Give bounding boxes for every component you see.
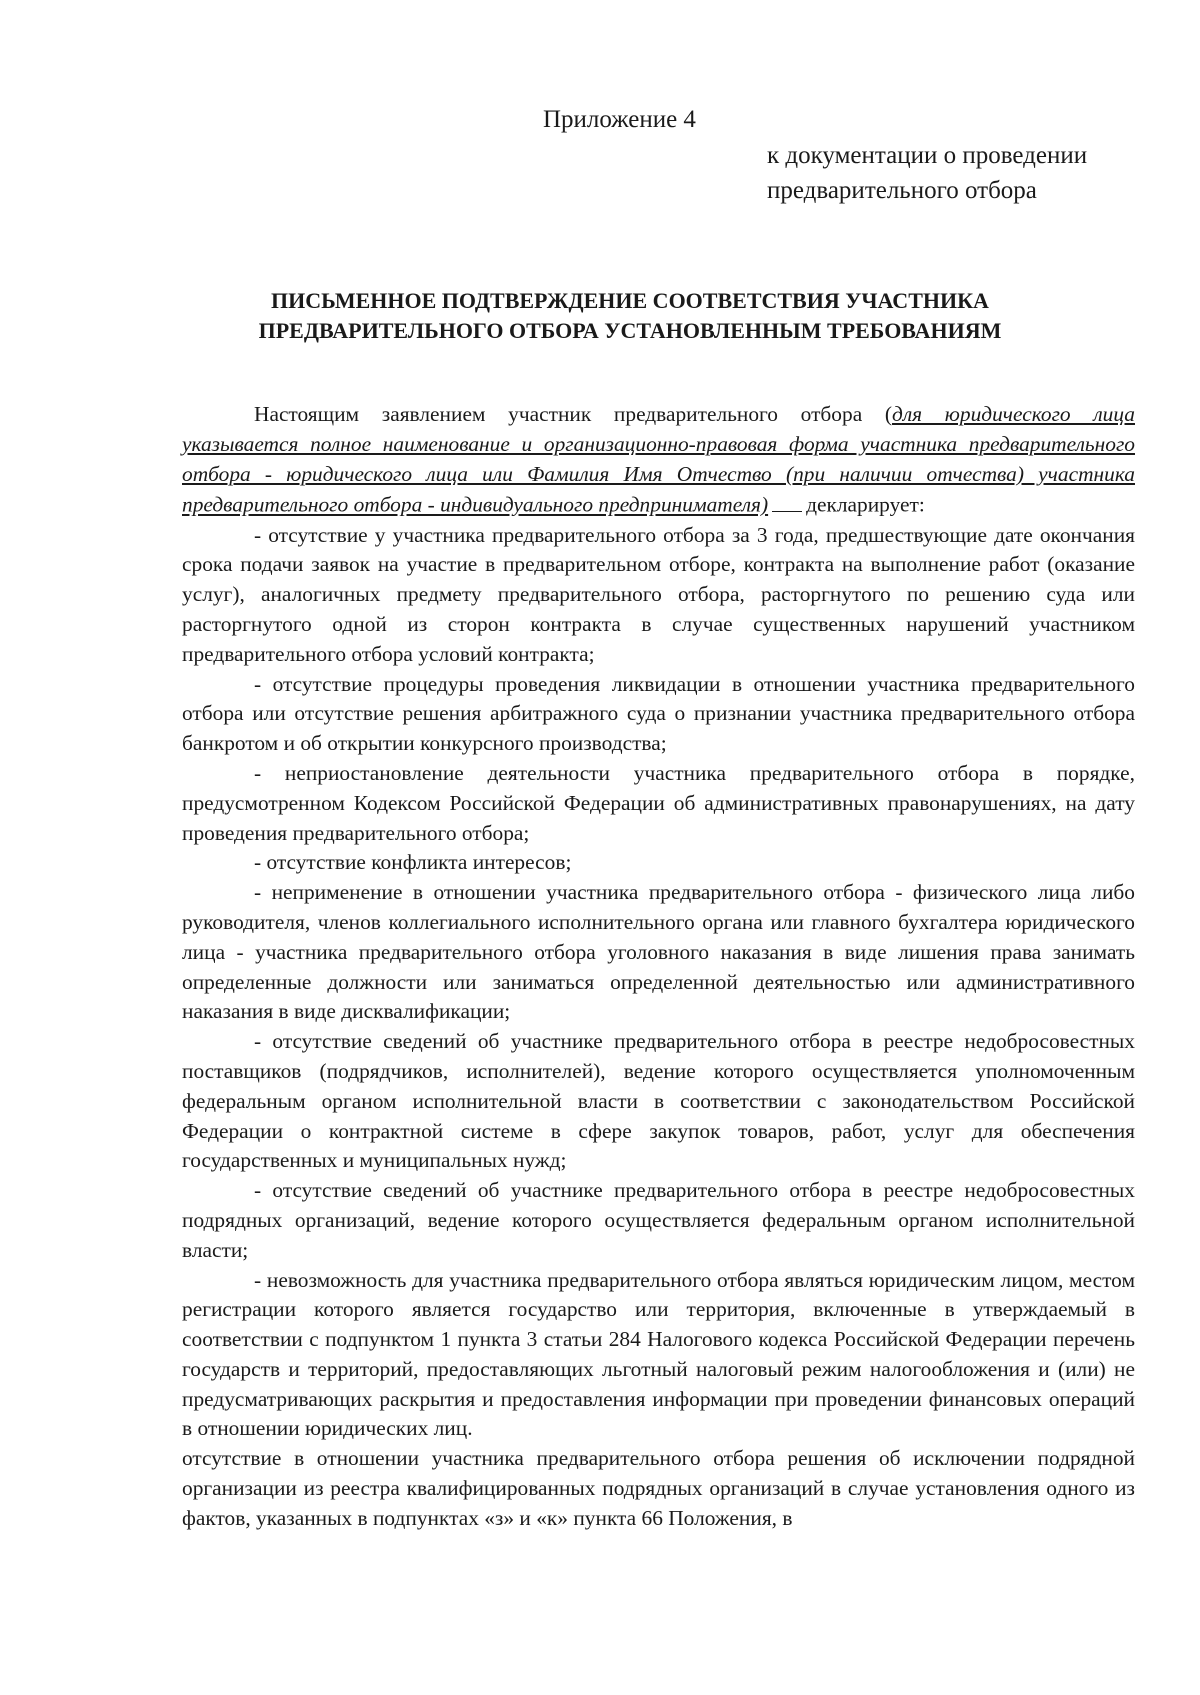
intro-lead: Настоящим заявлением участник предварительного отбора ( [254, 402, 893, 426]
document-title [150, 286, 1110, 346]
declaration-item-9: отсутствие в отношении участника предварительного отбора решения об исключении подрядной организации из реестра квалифицированных подрядных организаций в случае установления одного из фактов, указанных в подпунктах «з» и «к» пункта 66 Положения, в [182, 1446, 1135, 1530]
intro-paragraph [182, 400, 1135, 521]
appendix-reference [767, 138, 1087, 208]
intro-tail: декларирует: [806, 492, 925, 517]
appendix-reference-line2: предварительного отбора [767, 177, 1037, 204]
document-body [182, 400, 1135, 1534]
declaration-item-3: - неприостановление деятельности участника предварительного отбора в порядке, предусмотренном Кодексом Российской Федерации об административных правонарушениях, на дату проведения предварительного отбора; [182, 760, 1135, 845]
declaration-item-8: - невозможность для участника предварительного отбора являться юридическим лицом, местом регистрации которого является государство или территория, включенные в утверждаемый в соответствии с подпунктом 1 пункта 3 статьи 284 Налогового кодекса Российской Федерации перечень государств и территорий, предоставляющих льготный налоговый режим налогообложения и (или) не предусматривающих раскрытия и предоставления информации при проведении финансовых операций в отношении юридических лиц. [182, 1267, 1135, 1441]
declaration-item-5: - неприменение в отношении участника предварительного отбора - физического лица либо руководителя, членов коллегиального исполнительного органа или главного бухгалтера юридического лица - участника предварительного отбора уголовного наказания в виде лишения права занимать определенные должности или заниматься определенной деятельностью или административного наказания в виде дисквалификации; [182, 880, 1135, 1024]
declaration-item-6: - отсутствие сведений об участнике предварительного отбора в реестре недобросовестных поставщиков (подрядчиков, исполнителей), ведение которого осуществляется уполномоченным федеральным органом исполнительной власти в соответствии с законодательством Российской Федерации о контрактной системе в сфере закупок товаров, работ, услуг для обеспечения государственных и муниципальных нужд; [182, 1029, 1135, 1173]
appendix-reference-line1: к документации о проведении [767, 142, 1088, 169]
appendix-number: Приложение 4 [543, 106, 696, 133]
declaration-item-7: - отсутствие сведений об участнике предварительного отбора в реестре недобросовестных подрядных организаций, ведение которого осуществляется федеральным органом исполнительной власти; [182, 1178, 1135, 1262]
declaration-item-2: - отсутствие процедуры проведения ликвидации в отношении участника предварительного отбора или отсутствие решения арбитражного суда о признании участника предварительного отбора банкротом и об открытии конкурсного производства; [182, 671, 1135, 756]
declaration-item-4: - отсутствие конфликта интересов; [254, 850, 572, 875]
blank-field-line [772, 489, 802, 511]
intro-italic-note: для юридического лица указывается полное наименование и организационно-правовая форма участника предварительного отбора - юридического лица или Фамилия Имя Отчество (при наличии отчества) участника предварительного отбора - индивидуального предпринимателя) [182, 402, 1135, 517]
declaration-item-1: - отсутствие у участника предварительного отбора за 3 года, предшествующие дате окончания срока подачи заявок на участие в предварительном отборе, контракта на выполнение работ (оказание услуг), аналогичных предмету предварительного отбора, расторгнутого по решению суда или расторгнутого одной из сторон контракта в случае существенных нарушений участником предварительного отбора условий контракта; [182, 522, 1135, 666]
document-title-line1: ПИСЬМЕННОЕ ПОДТВЕРЖДЕНИЕ СООТВЕТСТВИЯ УЧАСТНИКА [271, 288, 989, 313]
document-title-line2: ПРЕДВАРИТЕЛЬНОГО ОТБОРА УСТАНОВЛЕННЫМ ТРЕБОВАНИЯМ [258, 318, 1002, 343]
